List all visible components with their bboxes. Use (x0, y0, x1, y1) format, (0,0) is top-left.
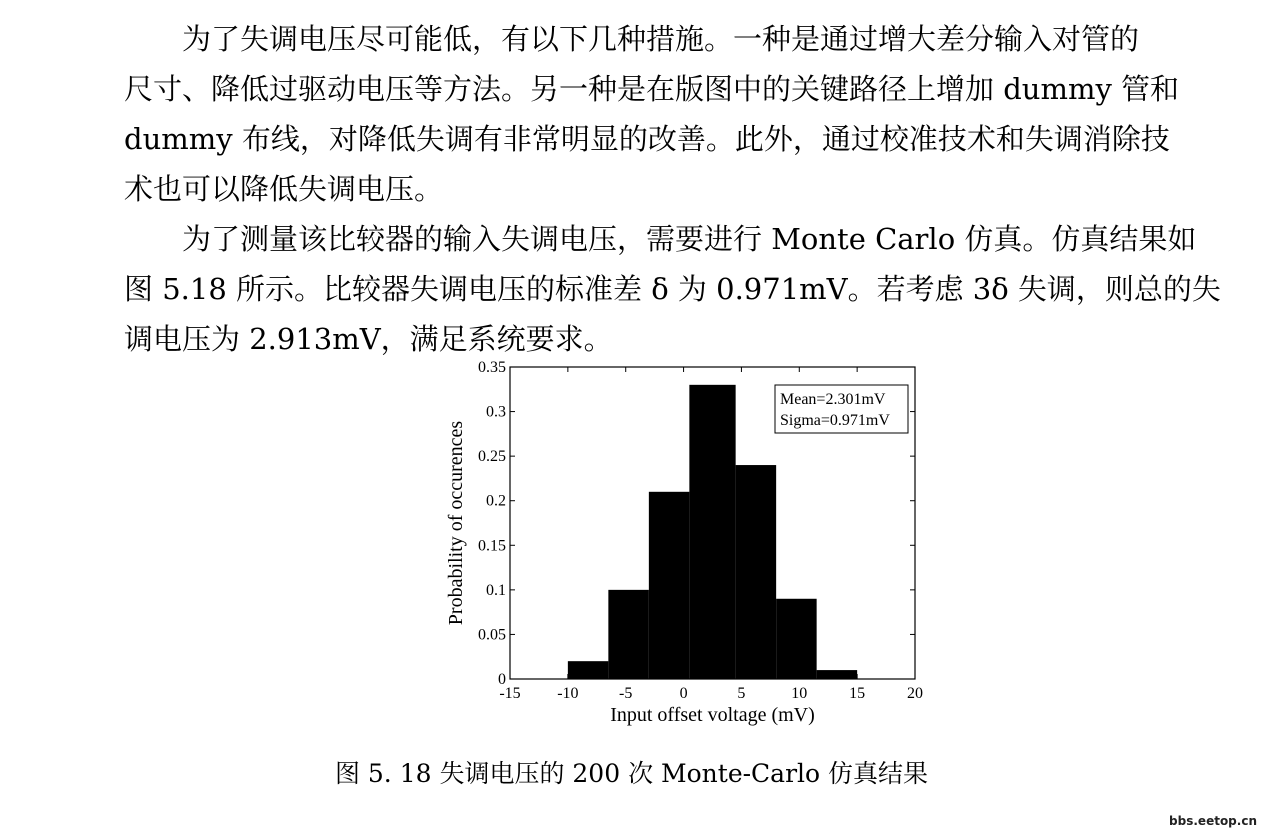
histogram-bar-2 (608, 590, 649, 679)
x-tick-label: -10 (557, 685, 579, 702)
paragraph-line: 图 5.18 所示。比较器失调电压的标准差 δ 为 0.971mV。若考虑 3δ 失调，则总的失 (124, 272, 1221, 306)
histogram-bar-3 (649, 492, 690, 679)
x-tick-label: 5 (737, 685, 746, 702)
x-tick-labels (499, 685, 923, 702)
legend-box (775, 385, 908, 433)
x-tick-label: 20 (907, 685, 923, 702)
x-tick-label: 10 (791, 685, 808, 702)
paragraph-1 (124, 14, 1188, 214)
y-tick-label: 0.05 (478, 626, 506, 644)
paragraph-line: 为了测量该比较器的输入失调电压，需要进行 Monte Carlo 仿真。仿真结果如 (182, 222, 1197, 256)
y-tick-label: 0.25 (478, 448, 506, 466)
x-tick-label: 15 (849, 685, 866, 702)
y-tick-label: 0 (498, 671, 506, 688)
y-axis-label: Probability of occurences (445, 420, 467, 626)
legend-sigma: Sigma=0.971mV (780, 412, 890, 429)
y-tick-label: 0.35 (478, 359, 506, 376)
x-tick-label: -15 (499, 685, 521, 702)
y-tick-label: 0.15 (478, 537, 506, 555)
histogram-bar-4 (689, 385, 735, 679)
figure-caption: 图 5. 18 失调电压的 200 次 Monte-Carlo 仿真结果 (334, 759, 929, 788)
histogram-bar-5 (736, 465, 777, 679)
histogram-chart (420, 355, 940, 735)
x-tick-label: 0 (679, 685, 688, 702)
paragraph-line: 术也可以降低失调电压。 (124, 172, 444, 206)
x-tick-label: -5 (619, 685, 633, 702)
histogram-bar-1 (568, 661, 609, 679)
histogram-bar-7 (817, 670, 858, 679)
x-axis-label: Input offset voltage (mV) (610, 704, 815, 726)
paragraph-line: 为了失调电压尽可能低，有以下几种措施。一种是通过增大差分输入对管的 (182, 22, 1140, 56)
paragraph-2 (124, 214, 1221, 364)
legend-mean: Mean=2.301mV (780, 391, 886, 408)
y-tick-label: 0.1 (486, 581, 506, 599)
paragraph-line: 尺寸、降低过驱动电压等方法。另一种是在版图中的关键路径上增加 dummy 管和 (124, 72, 1180, 106)
y-tick-label: 0.3 (486, 403, 506, 421)
watermark: bbs.eetop.cn (1169, 814, 1257, 828)
histogram-bar-6 (776, 599, 817, 679)
paragraph-line: 调电压为 2.913mV，满足系统要求。 (124, 322, 613, 356)
y-tick-labels (478, 359, 506, 688)
y-tick-label: 0.2 (486, 492, 506, 510)
paragraph-line: dummy 布线，对降低失调有非常明显的改善。此外，通过校准技术和失调消除技 (124, 122, 1170, 156)
